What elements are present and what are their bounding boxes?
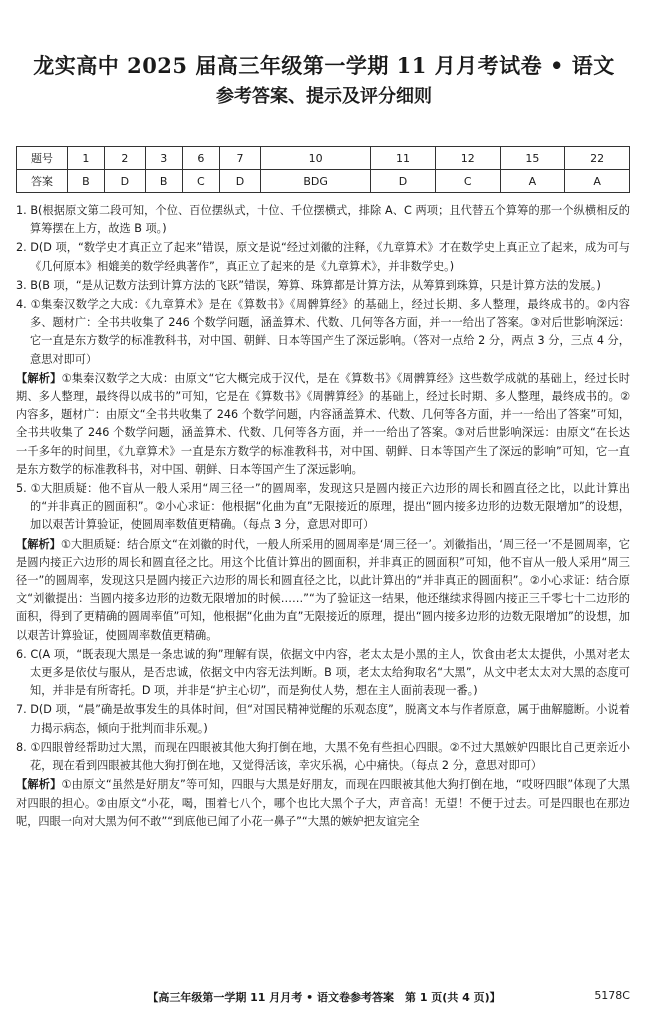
answer-explanations (16, 202, 630, 832)
answer-cell: B (68, 170, 105, 193)
answer-table (16, 146, 630, 193)
analysis-tag: 【解析】 (16, 778, 62, 792)
row-label-answer: 答案 (17, 170, 68, 193)
answer-cell: C (182, 170, 219, 193)
analysis-paragraph: 【解析】①大胆质疑：结合原文“在刘徽的时代，一般人所采用的圆周率是‘周三径一’。刘徽指出，‘周三径一’不是圆周率，它是圆内接正六边形的周长和圆直径之比。用这个比值计算出的圆面积，并非真正的圆面积”可知，他不盲从一般人采用“周三径一”的圆周率，发现这只是圆内接正六边形的周长和圆直径之比，以此计算出的“并非真正的圆面积”。②小心求证：结合原文“刘徽提出：当圆内接多边形的边数无限增加的时候……”“为了验证这一结果，他还继续求得圆内接正三千零七十二边形的面积，得到了更精确的圆周率值”可知，他根据“化曲为直”无限接近的原理，提出“圆内接多边形的边数无限增加”的设想，加以艰苦计算验证，使圆周率数值更精确。 (16, 537, 630, 642)
analysis-paragraph: 【解析】①集秦汉数学之大成：由原文“它大概完成于汉代，是在《算数书》《周髀算经》这些数学成就的基础上，经过长时期、多人整理，最终得以成书的”可知，它是在《算数书》《周髀算经》的基础上，经过长时期、多人整理，最终成书的。②内容多，题材广：由原文“全书共收集了 246 个数学问题，内容涵盖算术、代数、几何等各方面，并一一给出了答案”可知，全书共收集了 246 个数学问题，涵盖算术、代数、几何等各方面，并一一给出了答案。③对后世影响深远：由原文“在长达一千多年的时间里，《九章算术》一直是东方数学的标准教科书，对中国、朝鲜、日本等国产生了深远的影响”可知，它一直是东方数学的标准教科书，对中国、朝鲜、日本等国产生了深远影响。 (16, 371, 630, 476)
document-code: 5178C (594, 989, 630, 1002)
answer-table-number-row (17, 147, 630, 170)
analysis-tag: 【解析】 (16, 371, 62, 385)
answer-cell: A (565, 170, 630, 193)
answer-table-answer-row (17, 170, 630, 193)
answer-cell: D (220, 170, 261, 193)
question-number: 3 (145, 147, 182, 170)
question-number: 15 (500, 147, 565, 170)
explanation-item: 1. B(根据原文第二段可知，个位、百位摆纵式，十位、千位摆横式，排除 A、C 两项；且代替五个算筹的那一个纵横相反的算筹摆在上方，故选 B 项。) (16, 204, 630, 236)
answer-cell: A (500, 170, 565, 193)
answer-cell: C (435, 170, 500, 193)
explanation-item: 8. ①四眼曾经帮助过大黑，而现在四眼被其他大狗打倒在地，大黑不免有些担心四眼。②不过大黑嫉妒四眼比自己更亲近小花，现在看到四眼被其他大狗打倒在地，又觉得活该，幸灾乐祸，心中痛快。（每点 2 分，意思对即可） (16, 740, 630, 773)
analysis-paragraph: 【解析】①由原文“虽然是好朋友”等可知，四眼与大黑是好朋友，而现在四眼被其他大狗打倒在地，“哎呀四眼”体现了大黑对四眼的担心。②由原文“小花，喝，围着七八个，哪个也比大黑个子大，声音高！无望！不便于过去。可是四眼也在那边呢，四眼一向对大黑为何不敢”“到底他已闻了小花一鼻子”“大黑的嫉妒把友谊完全 (16, 778, 630, 828)
question-number: 2 (104, 147, 145, 170)
page-title: 龙实高中 2025 届高三年级第一学期 11 月月考试卷 • 语文 (33, 53, 615, 78)
row-label-number: 题号 (17, 147, 68, 170)
explanation-item: 3. B(B 项，“是从记数方法到计算方法的飞跃”错误，筹算、珠算都是计算方法，从筹算到珠算，只是计算方法的发展。) (16, 278, 601, 292)
explanation-item: 7. D(D 项，“晨”确是故事发生的具体时间，但“对国民精神觉醒的乐观态度”，脱离文本与作者原意，属于曲解臆断。小说着力揭示病态，倾向于批判而非乐观。) (16, 703, 630, 735)
question-number: 11 (371, 147, 436, 170)
explanation-item: 2. D(D 项，“数学史才真正立了起来”错误，原文是说“经过刘徽的注释，《九章算术》才在数学史上真正立了起来，成为可与《几何原本》相媲美的数学经典著作”，真正立了起来的是《九章算术》，并非数学史。) (16, 241, 630, 273)
answer-cell: B (145, 170, 182, 193)
answer-cell: D (104, 170, 145, 193)
explanation-item: 5. ①大胆质疑：他不盲从一般人采用“周三径一”的圆周率，发现这只是圆内接正六边形的周长和圆直径之比，以此计算出的“并非真正的圆面积”。②小心求证：他根据“化曲为直”无限接近的原理，提出“圆内接多边形的边数无限增加”的设想，加以艰苦计算验证，使圆周率数值更精确。（每点 3 分，意思对即可） (16, 482, 630, 532)
question-number: 6 (182, 147, 219, 170)
explanation-item: 6. C(A 项，“既表现大黑是一条忠诚的狗”理解有误，依据文中内容，老太太是小黑的主人，饮食由老太太提供，小黑对老太太更多是依仗与服从，是否忠诚，依据文中内容无法判断。B 项，老太太给狗取名“大黑”，从文中老太太对大黑的态度可知，并非是有所寄托。D 项，并非是“护主心切”，而是狗仗人势，想在主人面前表现一番。) (16, 647, 630, 698)
question-number: 1 (68, 147, 105, 170)
analysis-tag: 【解析】 (16, 537, 61, 551)
question-number: 10 (261, 147, 371, 170)
answer-cell: BDG (261, 170, 371, 193)
page-subtitle: 参考答案、提示及评分细则 (216, 86, 432, 107)
answer-cell: D (371, 170, 436, 193)
explanation-item: 4. ①集秦汉数学之大成：《九章算术》是在《算数书》《周髀算经》的基础上，经过长期、多人整理，最终成书的。②内容多、题材广：全书共收集了 246 个数学问题，涵盖算术、代数、几何等各方面，并一一给出了答案。③对后世影响深远：它一直是东方数学的标准教科书，对中国、朝鲜、日本等国产生了深远影响。（答对一点给 2 分，两点 3 分，三点 4 分，意思对即可） (16, 298, 630, 366)
page-footer: 【高三年级第一学期 11 月月考 • 语文卷参考答案 第 1 页(共 4 页)】 (147, 991, 501, 1004)
question-number: 7 (220, 147, 261, 170)
question-number: 22 (565, 147, 630, 170)
question-number: 12 (435, 147, 500, 170)
